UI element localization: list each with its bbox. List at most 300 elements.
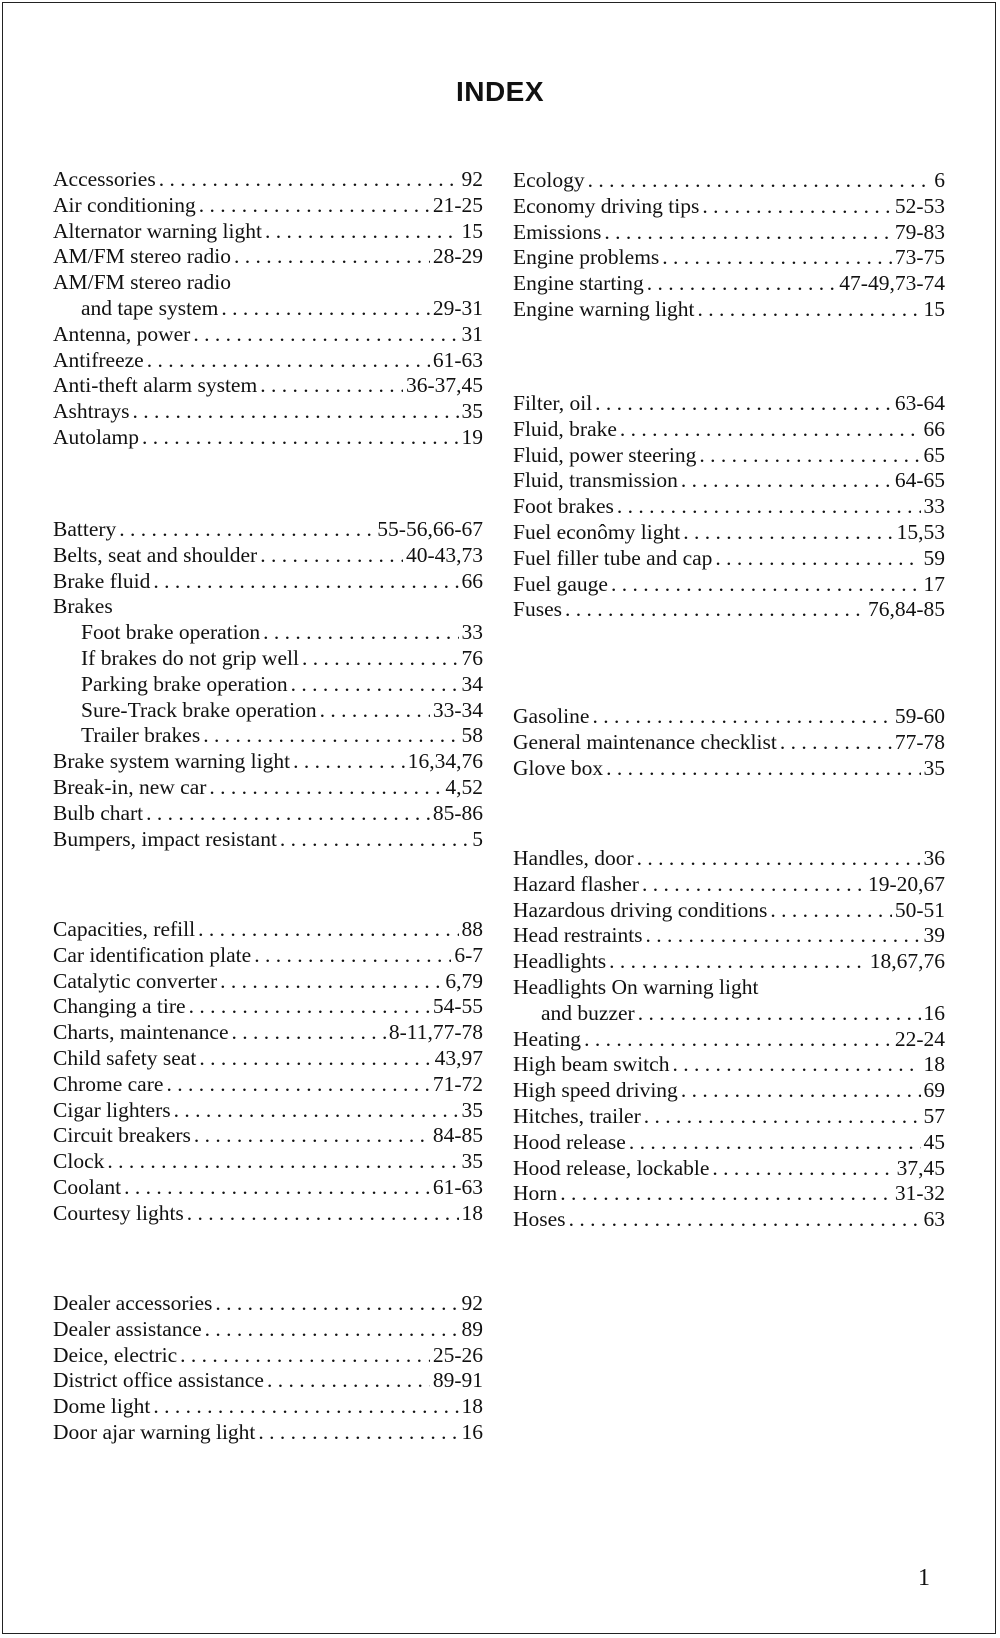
entry-page-reference: 59-60 — [894, 704, 945, 728]
entry-page-reference: 89-91 — [432, 1368, 483, 1393]
dot-leader — [662, 245, 892, 271]
entry-page-reference: 69 — [923, 1078, 945, 1103]
entry-label: Dealer accessories — [53, 1291, 213, 1315]
index-entry — [53, 1072, 483, 1098]
index-entry — [513, 846, 945, 872]
entry-label: Fuel gauge — [513, 571, 608, 596]
entry-label: Headlights On warning light — [513, 974, 759, 999]
dot-leader — [681, 468, 892, 494]
entry-label: Hoses — [513, 1207, 566, 1232]
entry-label: Dome light — [53, 1394, 151, 1419]
dot-leader — [604, 220, 891, 246]
entry-page-reference: 36-37,45 — [405, 373, 483, 398]
index-entry — [513, 468, 945, 494]
entry-page-reference: 89 — [461, 1316, 483, 1341]
index-entry — [53, 917, 483, 943]
dot-leader — [683, 520, 893, 546]
entry-label: Economy driving tips — [513, 193, 700, 218]
dot-leader — [199, 193, 430, 219]
dot-leader — [606, 756, 920, 782]
dot-leader — [617, 494, 921, 520]
index-entry — [53, 1291, 483, 1317]
entry-page-reference: 35 — [461, 1149, 483, 1174]
dot-leader — [119, 517, 374, 543]
dot-leader — [638, 1001, 921, 1027]
dot-leader — [205, 1317, 459, 1343]
entry-page-reference: 77-78 — [894, 729, 945, 754]
entry-page-reference: 16 — [923, 1000, 945, 1025]
dot-leader — [592, 704, 891, 730]
index-entry — [513, 1052, 945, 1078]
entry-page-reference: 61-63 — [432, 1174, 483, 1199]
index-entry — [53, 749, 483, 775]
dot-leader — [302, 646, 459, 672]
entry-page-reference: 21-25 — [432, 192, 483, 217]
entry-label: Sure-Track brake operation — [81, 697, 317, 722]
entry-page-reference: 61-63 — [432, 347, 483, 372]
index-entry — [513, 546, 945, 572]
dot-leader — [234, 244, 430, 270]
dot-leader — [647, 271, 837, 297]
entry-page-reference: 18 — [461, 1394, 483, 1419]
index-entry — [53, 543, 483, 569]
index-entry — [53, 723, 483, 749]
entry-label: Hood release — [513, 1129, 626, 1154]
entry-page-reference: 63-64 — [894, 391, 945, 415]
dot-leader — [629, 1130, 921, 1156]
section-f — [513, 391, 945, 623]
entry-page-reference: 55-56,66-67 — [377, 517, 483, 541]
entry-page-reference: 18 — [923, 1052, 945, 1077]
entry-label: Dealer assistance — [53, 1316, 202, 1341]
index-entry — [53, 167, 483, 193]
entry-label: Deice, electric — [53, 1342, 178, 1367]
entry-page-reference: 31-32 — [894, 1181, 945, 1206]
dot-leader — [147, 348, 430, 374]
entry-page-reference: 29-31 — [432, 295, 483, 320]
dot-leader — [174, 1098, 459, 1124]
entry-page-reference: 66 — [923, 416, 945, 441]
index-entry — [53, 698, 483, 724]
dot-leader — [232, 1020, 386, 1046]
dot-leader — [699, 443, 920, 469]
entry-page-reference: 17 — [923, 571, 945, 596]
entry-label: Courtesy lights — [53, 1200, 184, 1225]
entry-page-reference: 19-20,67 — [867, 871, 945, 896]
index-entry — [53, 1368, 483, 1394]
index-entry — [513, 572, 945, 598]
entry-label: Foot brake operation — [81, 620, 261, 645]
index-entry — [513, 1130, 945, 1156]
entry-page-reference: 92 — [461, 1291, 483, 1315]
dot-leader — [698, 297, 921, 323]
section-e — [513, 168, 945, 323]
index-entry — [53, 244, 483, 270]
entry-page-reference: 66 — [461, 568, 483, 593]
dot-leader — [209, 775, 442, 801]
index-entry — [513, 520, 945, 546]
dot-leader — [199, 1046, 431, 1072]
entry-label: Handles, door — [513, 846, 634, 870]
index-entry — [513, 1207, 945, 1233]
entry-label: Heating — [513, 1026, 582, 1051]
dot-leader — [180, 1343, 430, 1369]
dot-leader — [646, 923, 921, 949]
dot-leader — [780, 730, 892, 756]
entry-label: AM/FM stereo radio — [53, 244, 231, 269]
entry-page-reference: 76 — [461, 645, 483, 670]
entry-label: General maintenance checklist — [513, 729, 777, 754]
section-c — [53, 917, 483, 1227]
entry-label: Gasoline — [513, 704, 590, 728]
entry-label: Antifreeze — [53, 347, 144, 372]
entry-page-reference: 36 — [923, 846, 945, 870]
entry-label: AM/FM stereo radio — [53, 270, 231, 295]
index-entry — [513, 168, 945, 194]
entry-label: Foot brakes — [513, 494, 614, 519]
entry-label: Battery — [53, 517, 117, 541]
entry-label: Ecology — [513, 168, 585, 192]
entry-label: Parking brake operation — [81, 671, 288, 696]
dot-leader — [291, 672, 459, 698]
entry-page-reference: 88 — [461, 917, 483, 941]
entry-page-reference: 50-51 — [894, 897, 945, 922]
dot-leader — [194, 1123, 430, 1149]
entry-label: Changing a tire — [53, 994, 186, 1019]
entry-label: Belts, seat and shoulder — [53, 542, 258, 567]
entry-page-reference: 5 — [472, 826, 483, 851]
index-entry — [53, 399, 483, 425]
entry-label: Glove box — [513, 755, 604, 780]
index-entry — [513, 923, 945, 949]
index-entry — [53, 943, 483, 969]
index-entry — [53, 1149, 483, 1175]
dot-leader — [203, 723, 458, 749]
entry-label: Door ajar warning light — [53, 1419, 256, 1444]
index-entry — [53, 219, 483, 245]
dot-leader — [569, 1207, 921, 1233]
entry-page-reference: 18,67,76 — [869, 949, 945, 974]
index-entry — [53, 425, 483, 451]
index-entry — [53, 620, 483, 646]
entry-label: Coolant — [53, 1174, 122, 1199]
index-entry — [513, 872, 945, 898]
entry-label: Emissions — [513, 219, 602, 244]
entry-label: Alternator warning light — [53, 218, 262, 243]
entry-label: Hitches, trailer — [513, 1103, 641, 1128]
index-entry — [513, 391, 945, 417]
entry-page-reference: 28-29 — [432, 244, 483, 269]
entry-page-reference: 65 — [923, 442, 945, 467]
index-entry — [513, 975, 945, 1001]
entry-page-reference: 33-34 — [432, 697, 483, 722]
entry-label: Hazardous driving conditions — [513, 897, 768, 922]
entry-page-reference: 16,34,76 — [407, 749, 483, 774]
index-entry — [513, 597, 945, 623]
dot-leader — [715, 546, 920, 572]
index-entry — [513, 1027, 945, 1053]
index-entry — [513, 1181, 945, 1207]
dot-leader — [258, 1420, 458, 1446]
entry-page-reference: 76,84-85 — [867, 597, 945, 622]
index-entry — [53, 1020, 483, 1046]
dot-leader — [221, 296, 430, 322]
index-entry — [53, 801, 483, 827]
entry-page-reference: 40-43,73 — [405, 542, 483, 567]
dot-leader — [189, 994, 430, 1020]
dot-leader — [267, 1368, 430, 1394]
entry-page-reference: 34 — [461, 671, 483, 696]
index-entry — [53, 1201, 483, 1227]
dot-leader — [642, 872, 865, 898]
entry-label: Break-in, new car — [53, 774, 207, 799]
index-entry — [513, 417, 945, 443]
index-entry — [53, 193, 483, 219]
section-d — [53, 1291, 483, 1446]
entry-label: Clock — [53, 1149, 105, 1174]
entry-label: Ashtrays — [53, 399, 130, 424]
entry-label: Fluid, brake — [513, 416, 617, 441]
index-entry — [53, 569, 483, 595]
entry-label: High speed driving — [513, 1078, 678, 1103]
index-entry — [53, 827, 483, 853]
entry-label: and tape system — [81, 295, 219, 320]
dot-leader — [153, 1394, 458, 1420]
dot-leader — [637, 846, 921, 872]
entry-page-reference: 15,53 — [896, 519, 945, 544]
entry-page-reference: 4,52 — [445, 774, 483, 799]
dot-leader — [320, 698, 430, 724]
dot-leader — [620, 417, 921, 443]
page-number: 1 — [918, 1565, 930, 1591]
dot-leader — [215, 1291, 458, 1317]
index-entry — [513, 1001, 945, 1027]
entry-page-reference: 37,45 — [896, 1155, 945, 1180]
entry-label: Engine problems — [513, 245, 660, 270]
index-entry — [53, 1098, 483, 1124]
entry-page-reference: 64-65 — [894, 468, 945, 493]
index-entry — [53, 994, 483, 1020]
entry-label: Circuit breakers — [53, 1123, 191, 1148]
dot-leader — [293, 749, 405, 775]
entry-page-reference: 22-24 — [894, 1026, 945, 1051]
entry-label: Antenna, power — [53, 321, 191, 346]
index-entry — [513, 756, 945, 782]
entry-page-reference: 35 — [461, 399, 483, 424]
entry-page-reference: 43,97 — [434, 1045, 483, 1070]
index-entry — [53, 672, 483, 698]
index-entry — [53, 270, 483, 296]
entry-label: Brake fluid — [53, 568, 151, 593]
dot-leader — [672, 1052, 920, 1078]
dot-leader — [142, 425, 459, 451]
entry-label: Filter, oil — [513, 391, 593, 415]
index-entry — [53, 517, 483, 543]
dot-leader — [124, 1175, 430, 1201]
entry-page-reference: 71-72 — [432, 1071, 483, 1096]
index-entry — [53, 1123, 483, 1149]
index-entry — [513, 271, 945, 297]
index-entry — [53, 322, 483, 348]
index-entry — [53, 1394, 483, 1420]
index-entry — [53, 646, 483, 672]
index-entry — [513, 220, 945, 246]
dot-leader — [588, 168, 932, 194]
index-entry — [513, 443, 945, 469]
entry-page-reference: 85-86 — [432, 800, 483, 825]
dot-leader — [187, 1201, 459, 1227]
index-entry — [53, 1343, 483, 1369]
dot-leader — [770, 898, 891, 924]
dot-leader — [153, 569, 458, 595]
entry-label: District office assistance — [53, 1368, 264, 1393]
entry-page-reference: 39 — [923, 923, 945, 948]
dot-leader — [193, 322, 458, 348]
index-entry — [53, 1317, 483, 1343]
dot-leader — [644, 1104, 921, 1130]
dot-leader — [280, 827, 469, 853]
entry-page-reference: 58 — [461, 723, 483, 748]
dot-leader — [254, 943, 451, 969]
entry-label: Head restraints — [513, 923, 643, 948]
dot-leader — [560, 1181, 892, 1207]
entry-label: and buzzer — [541, 1000, 635, 1025]
entry-label: If brakes do not grip well — [81, 645, 299, 670]
entry-label: Brake system warning light — [53, 749, 291, 774]
section-a — [53, 167, 483, 451]
entry-page-reference: 33 — [923, 494, 945, 519]
section-b — [53, 517, 483, 852]
index-entry — [53, 775, 483, 801]
dot-leader — [584, 1027, 892, 1053]
entry-page-reference: 31 — [461, 321, 483, 346]
entry-label: Child safety seat — [53, 1045, 197, 1070]
entry-label: High beam switch — [513, 1052, 670, 1077]
entry-page-reference: 19 — [461, 424, 483, 449]
entry-page-reference: 33 — [461, 620, 483, 645]
entry-label: Autolamp — [53, 424, 139, 449]
index-entry — [53, 373, 483, 399]
entry-page-reference: 35 — [923, 755, 945, 780]
index-entry — [53, 1175, 483, 1201]
entry-page-reference: 16 — [461, 1419, 483, 1444]
entry-page-reference: 35 — [461, 1097, 483, 1122]
index-entry — [513, 1104, 945, 1130]
dot-leader — [220, 969, 442, 995]
entry-label: Capacities, refill — [53, 917, 196, 941]
entry-label: Brakes — [53, 594, 113, 619]
entry-label: Bulb chart — [53, 800, 144, 825]
entry-label: Hood release, lockable — [513, 1155, 710, 1180]
entry-label: Anti-theft alarm system — [53, 373, 258, 398]
entry-label: Chrome care — [53, 1071, 164, 1096]
dot-leader — [565, 597, 865, 623]
entry-label: Fluid, power steering — [513, 442, 697, 467]
index-entry — [513, 297, 945, 323]
entry-label: Accessories — [53, 167, 156, 191]
entry-page-reference: 84-85 — [432, 1123, 483, 1148]
dot-leader — [107, 1149, 458, 1175]
dot-leader — [595, 391, 892, 417]
dot-leader — [702, 194, 892, 220]
entry-page-reference: 73-75 — [894, 245, 945, 270]
dot-leader — [611, 572, 921, 598]
entry-page-reference: 52-53 — [894, 193, 945, 218]
entry-label: Fuel filler tube and cap — [513, 545, 713, 570]
entry-page-reference: 59 — [923, 545, 945, 570]
dot-leader — [198, 917, 458, 943]
dot-leader — [712, 1156, 893, 1182]
entry-page-reference: 8-11,77-78 — [388, 1020, 483, 1045]
index-entry — [513, 245, 945, 271]
dot-leader — [609, 949, 867, 975]
index-entry — [53, 296, 483, 322]
entry-label: Engine warning light — [513, 296, 695, 321]
entry-page-reference: 47-49,73-74 — [839, 271, 945, 296]
entry-label: Fuses — [513, 597, 562, 622]
dot-leader — [132, 399, 458, 425]
dot-leader — [265, 219, 459, 245]
index-entry — [53, 348, 483, 374]
index-entry — [53, 969, 483, 995]
index-entry — [53, 1420, 483, 1446]
entry-page-reference: 54-55 — [432, 994, 483, 1019]
entry-label: Fluid, transmission — [513, 468, 678, 493]
dot-leader — [146, 801, 430, 827]
dot-leader — [263, 620, 458, 646]
section-g — [513, 704, 945, 781]
page-title: INDEX — [455, 76, 545, 107]
entry-page-reference: 79-83 — [894, 219, 945, 244]
entry-page-reference: 25-26 — [432, 1342, 483, 1367]
index-entry — [513, 704, 945, 730]
index-entry — [53, 594, 483, 620]
index-entry — [513, 1156, 945, 1182]
index-entry — [513, 1078, 945, 1104]
entry-page-reference: 92 — [461, 167, 483, 191]
index-entry — [513, 730, 945, 756]
entry-label: Hazard flasher — [513, 871, 639, 896]
entry-label: Trailer brakes — [81, 723, 201, 748]
entry-label: Cigar lighters — [53, 1097, 171, 1122]
entry-page-reference: 15 — [461, 218, 483, 243]
entry-page-reference: 6,79 — [445, 968, 483, 993]
entry-label: Charts, maintenance — [53, 1020, 229, 1045]
index-entry — [513, 194, 945, 220]
entry-label: Car identification plate — [53, 942, 252, 967]
entry-page-reference: 15 — [923, 296, 945, 321]
entry-label: Headlights — [513, 949, 607, 974]
index-entry — [53, 1046, 483, 1072]
dot-leader — [260, 373, 403, 399]
index-entry — [513, 898, 945, 924]
entry-page-reference: 18 — [461, 1200, 483, 1225]
entry-page-reference: 63 — [923, 1207, 945, 1232]
dot-leader — [681, 1078, 921, 1104]
entry-page-reference: 57 — [923, 1103, 945, 1128]
index-entry — [513, 494, 945, 520]
dot-leader — [166, 1072, 429, 1098]
section-h — [513, 846, 945, 1233]
entry-label: Fuel econômy light — [513, 519, 681, 544]
entry-page-reference: 6-7 — [454, 942, 483, 967]
entry-label: Horn — [513, 1181, 558, 1206]
dot-leader — [260, 543, 403, 569]
dot-leader — [159, 167, 459, 193]
entry-label: Air conditioning — [53, 192, 196, 217]
entry-label: Engine starting — [513, 271, 644, 296]
entry-page-reference: 45 — [923, 1129, 945, 1154]
